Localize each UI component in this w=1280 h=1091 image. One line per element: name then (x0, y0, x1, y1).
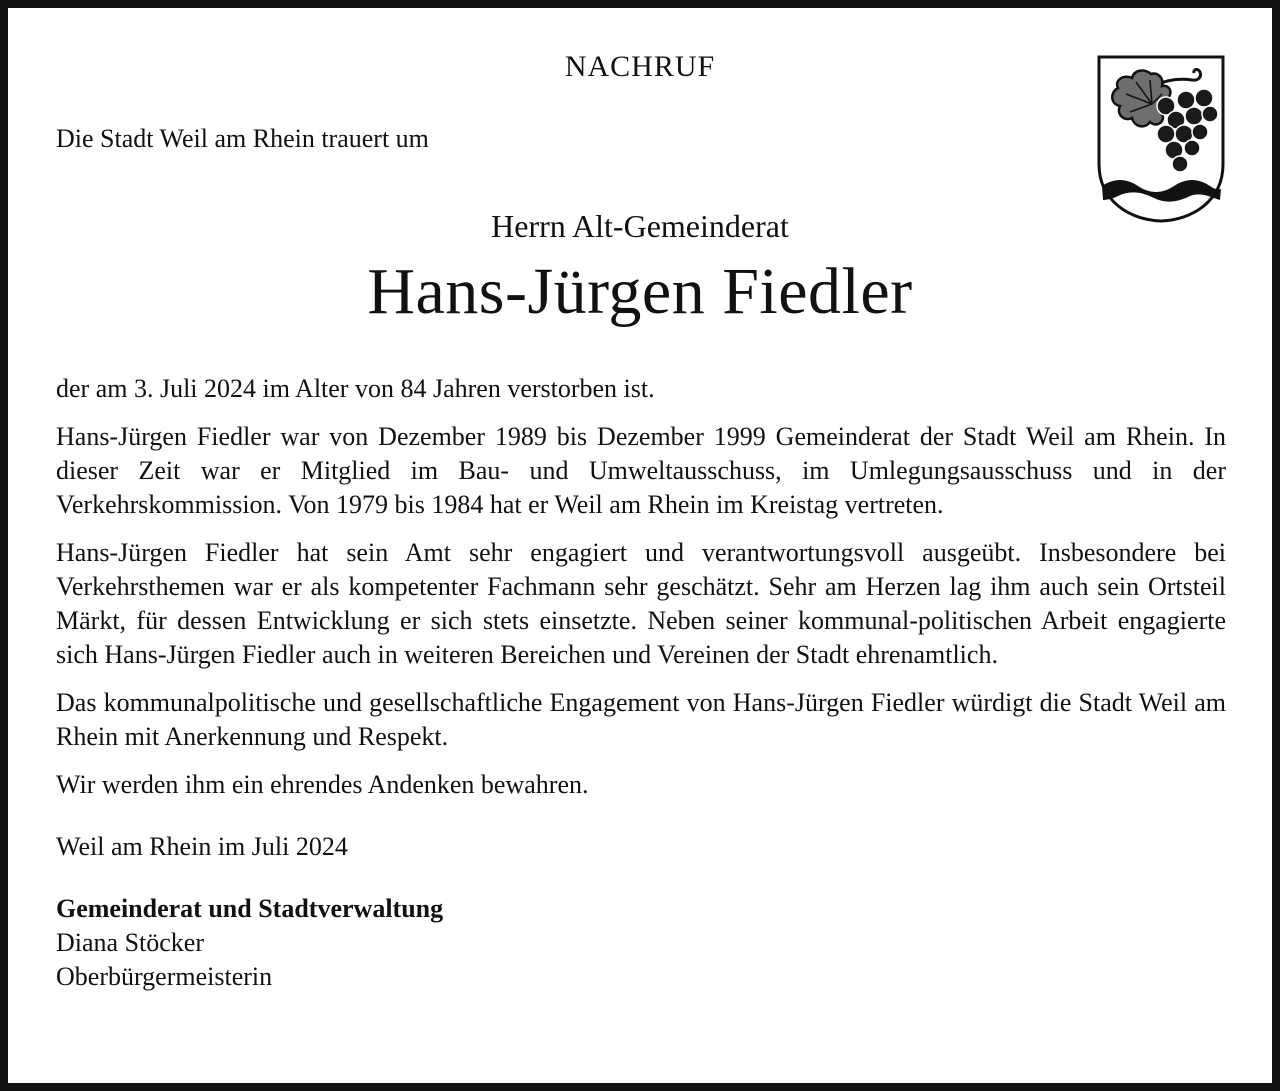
honorific-title: Herrn Alt-Gemeinderat (491, 208, 789, 244)
signature-role: Oberbürgermeisterin (56, 962, 273, 991)
death-statement: der am 3. Juli 2024 im Alter von 84 Jahren verstorben ist. (56, 374, 655, 403)
notice-heading: NACHRUF (564, 50, 716, 83)
remembrance-sentence: Wir werden ihm ein ehrendes Andenken bewahren. (56, 770, 589, 799)
deceased-name: Hans-Jürgen Fiedler (367, 255, 913, 328)
intro-text: Die Stadt Weil am Rhein trauert um (56, 124, 429, 153)
signature-block (56, 892, 1226, 994)
engagement-paragraph: Hans-Jürgen Fiedler hat sein Amt sehr engagiert und verantwortungsvoll ausgeübt. Insbesondere bei Verkehrsthemen war er als kompetenter Fachmann sehr geschätzt. Sehr am Herzen lag ihm auch sein Ortsteil Märkt, für dessen Entwicklung er sich stets einsetzte. Neben seiner kommunal-politischen Arbeit engagierte sich Hans-Jürgen Fiedler auch in weiteren Bereichen und Vereinen der Stadt ehrenamtlich. (56, 538, 1226, 669)
career-paragraph: Hans-Jürgen Fiedler war von Dezember 1989 bis Dezember 1999 Gemeinderat der Stadt Weil am Rhein. In dieser Zeit war er Mitglied im Bau- und Umweltausschuss, im Umlegungsausschuss und in der Verkehrskommission. Von 1979 bis 1984 hat er Weil am Rhein im Kreistag vertreten. (56, 422, 1226, 519)
signature-name: Diana Stöcker (56, 928, 205, 957)
coat-of-arms-grapes-icon (1096, 54, 1226, 224)
place-and-date: Weil am Rhein im Juli 2024 (56, 832, 348, 861)
notice-body (56, 372, 1226, 994)
tribute-paragraph: Das kommunalpolitische und gesellschaftliche Engagement von Hans-Jürgen Fiedler würdigt die Stadt Weil am Rhein mit Anerkennung und Respekt. (56, 688, 1226, 751)
signature-organization: Gemeinderat und Stadtverwaltung (56, 894, 444, 923)
